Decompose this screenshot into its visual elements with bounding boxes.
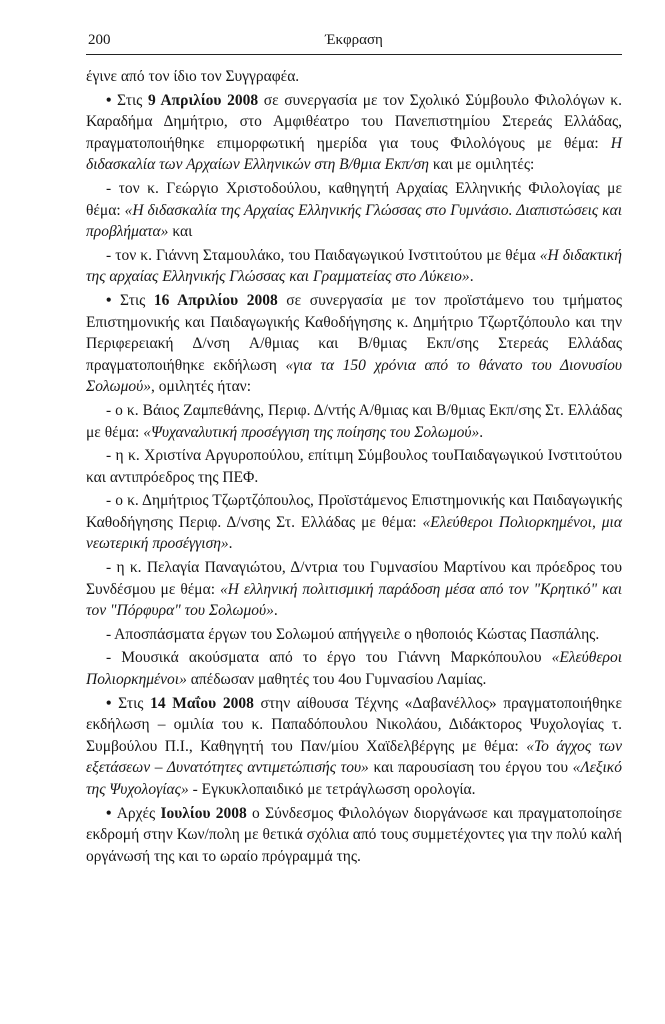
title-text: «Ελεύθεροι Πολιορκημένοι, μια νεωτερική προσέγγιση» (86, 513, 622, 553)
title-text: Η διδασκαλία των Αρχαίων Ελληνικών στη Β/θμια Εκπ/ση (86, 134, 622, 174)
paragraph (86, 90, 622, 176)
paragraph (86, 245, 622, 288)
page-number: 200 (88, 32, 111, 48)
title-text: «Ελεύθεροι Πολιορκημένοι» (86, 649, 622, 689)
paragraph-text: . (228, 535, 233, 553)
paragraph-text: έγινε από τον ίδιο τον Συγγραφέα. (86, 68, 300, 85)
paragraph-text: ο Σύνδεσμος Φιλολόγων διοργάνωσε και πραγματοποίησε εκδρομή στην Κων/πολη με θετικά σχόλια από τους συμμετέχοντες για την πολύ καλή οργάνωσή της και το ωραίο πρόγραμμά της. (86, 804, 622, 865)
paragraph-text: σε συνεργασία με τον προϊστάμενο του τμήματος Επιστημονικής και Παιδαγωγικής Καθοδήγησης κ. Δημήτριο Τζωρτζόπουλο και την Περιφερειακή Δ/νση Α/θμιας και Β/θμιας Εκπ/σης Στερεάς Ελλάδας πραγματοποιήθηκε εκδήλωση (86, 291, 622, 374)
bullet-icon: • (106, 291, 121, 309)
paragraph-text: απέδωσαν μαθητές του 4ου Γυμνασίου Λαμίας. (186, 671, 487, 689)
bullet-icon: • (106, 694, 119, 712)
paragraph-text: - Μουσικά ακούσματα από το έργο του Γιάννη Μαρκόπουλου (106, 649, 552, 667)
paragraph (86, 445, 622, 488)
paragraph-text: σε συνεργασία με τον Σχολικό Σύμβουλο Φιλολόγων κ. Καραδήμα Δημήτριο, στο Αμφιθέατρο του Πανεπιστημίου Στερεάς Ελλάδας, πραγματοποιήθηκε επιμορφωτική ημερίδα για τους Φιλολόγους με θέμα: (86, 91, 622, 152)
title-text: «Το άγχος των εξετάσεων – Δυνατότητες αντιμετώπισής του» (86, 737, 622, 777)
paragraph-text: και με ομιλητές: (428, 156, 535, 174)
paragraph (86, 66, 622, 88)
running-title: Έκφραση (325, 32, 383, 48)
title-text: «για τα 150 χρόνια από το θάνατο του Διονυσίου Σολωμού» (86, 356, 622, 396)
paragraph-text: - ο κ. Βάιος Ζαμπεθάνης, Περιφ. Δ/ντής Α/θμιας και Β/θμιας Εκπ/σης Στ. Ελλάδας με θέμα: (86, 401, 622, 441)
page-header (86, 30, 622, 55)
paragraph-text: . (479, 423, 484, 441)
body-text (86, 66, 622, 869)
bullet-icon: • (106, 91, 118, 109)
paragraph-text: Στις (117, 91, 148, 109)
paragraph (86, 178, 622, 243)
paragraph-text: . (469, 268, 474, 286)
paragraph (86, 803, 622, 868)
paragraph-text: Στις (120, 291, 154, 309)
title-text: «Η ελληνική πολιτισμική παράδοση μέσα από τον "Κρητικό" και τον "Πόρφυρα" του Σολωμού» (86, 580, 622, 620)
paragraph (86, 557, 622, 622)
title-text: «Η διδακτική της αρχαίας Ελληνικής Γλώσσας και Γραμματείας στο Λύκειο» (86, 246, 622, 286)
paragraph-text: - τον κ. Γιάννη Σταμουλάκο, του Παιδαγωγικού Ινστιτούτου με θέμα (106, 246, 540, 264)
date-text: Ιουλίου 2008 (160, 804, 247, 822)
paragraph-text: στην αίθουσα Τέχνης «Δαβανέλλος» πραγματοποιήθηκε εκδήλωση – ομιλία του κ. Παπαδόπουλου Νικολάου, Διδάκτορος Ψυχολογίας τ. Συμβούλου Π.Ι., Καθηγητή του Παν/μίου Χαϊδελβέργης με θέμα: (86, 694, 622, 755)
paragraph (86, 400, 622, 443)
paragraph (86, 693, 622, 801)
bullet-icon: • (106, 804, 117, 822)
date-text: 16 Απριλίου 2008 (153, 291, 278, 309)
paragraph-text: και (168, 223, 193, 241)
title-text: «Η διδασκαλία της Αρχαίας Ελληνικής Γλώσσας στο Γυμνάσιο. Διαπιστώσεις και προβλήματα» (86, 201, 623, 241)
paragraph (86, 647, 622, 690)
paragraph-text: - Αποσπάσματα έργων του Σολωμού απήγγειλε ο ηθοποιός Κώστας Πασπάλης. (106, 625, 600, 643)
paragraph-text: - η κ. Πελαγία Παναγιώτου, Δ/ντρια του Γυμνασίου Μαρτίνου και πρόεδρος του Συνδέσμου με θέμα: (86, 559, 622, 598)
paragraph-text: . (273, 602, 278, 620)
paragraph-text: - ο κ. Δημήτριος Τζωρτζόπουλος, Προϊστάμενος Επιστημονικής και Παιδαγωγικής Καθοδήγησης Περιφ. Δ/νσης Στ. Ελλάδας με θέμα: (86, 492, 622, 531)
paragraph (86, 290, 622, 398)
paragraph (86, 490, 622, 555)
paragraph (86, 624, 622, 646)
date-text: 14 Μαΐου 2008 (150, 694, 254, 712)
date-text: 9 Απριλίου 2008 (147, 91, 259, 109)
paragraph-text: Στις (118, 694, 151, 712)
paragraph-text: - η κ. Χριστίνα Αργυροπούλου, επίτιμη Σύμβουλος τουΠαιδαγωγικού Ινστιτούτου και αντιπρόεδρος της ΠΕΦ. (86, 447, 622, 486)
paragraph-text: Αρχές (116, 804, 161, 822)
paragraph-text: και παρουσίαση του έργου του (368, 759, 573, 777)
paragraph-text: , ομιλητές ήταν: (151, 378, 252, 396)
paragraph-text: - Εγκυκλοπαιδικό με τετράγλωσση ορολογία. (188, 781, 476, 798)
paragraph-text: - τον κ. Γεώργιο Χριστοδούλου, καθηγητή Αρχαίας Ελληνικής Φιλολογίας με θέμα: (86, 179, 622, 219)
title-text: «Ψυχαναλυτική προσέγγιση της ποίησης του Σολωμού» (143, 423, 480, 441)
title-text: «Λεξικό της Ψυχολογίας» (86, 759, 622, 798)
